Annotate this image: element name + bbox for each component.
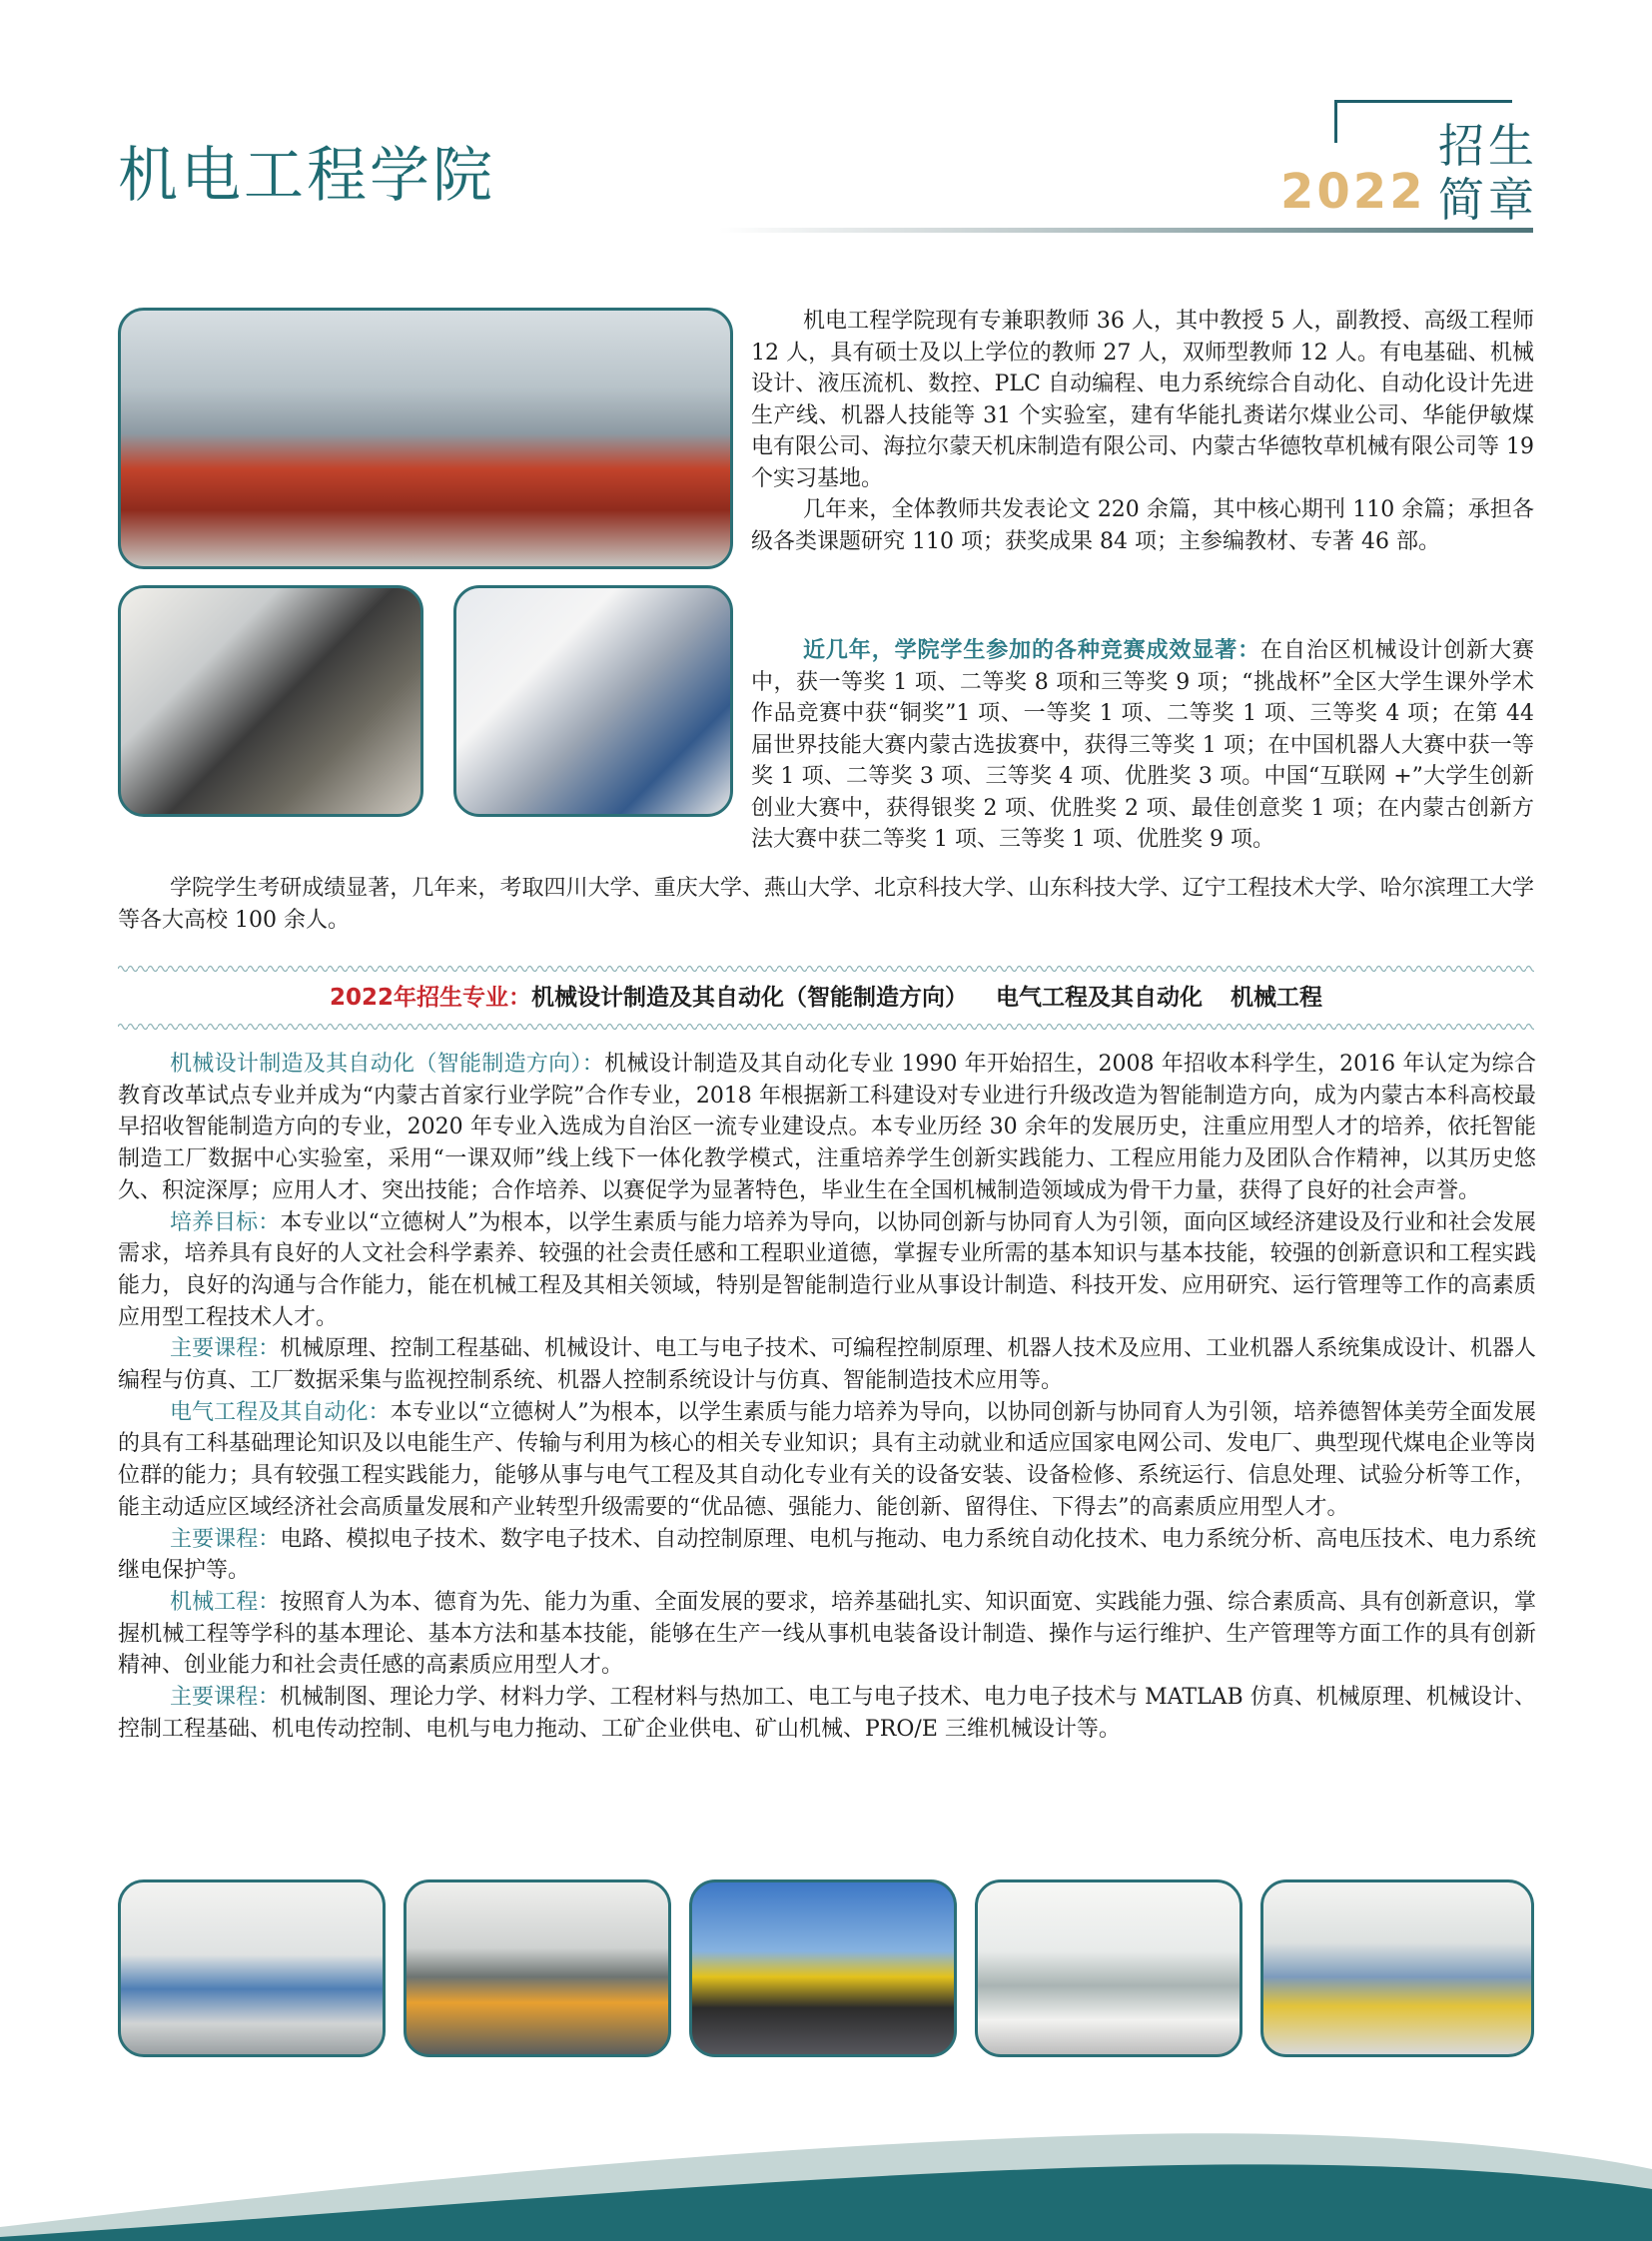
wavy-divider-bottom bbox=[118, 1021, 1534, 1033]
logo-line1: 招生 bbox=[1438, 119, 1538, 173]
program-training-goal bbox=[118, 1207, 1536, 1334]
photo-plant-visit bbox=[453, 585, 733, 817]
section-label: 培养目标： bbox=[170, 1209, 281, 1235]
section-label: 主要课程： bbox=[170, 1685, 281, 1711]
section-text: 机械设计制造及其自动化专业 1990 年开始招生，2008 年招收本科学生，2016 年认定为综合教育改革试点专业并成为“内蒙古首家行业学院”合作专业，2018 年根据新工科建设对专业进行升级改造为智能制造方向，成为内蒙古本科高校最早招收智能制造方向的专业，2020 年专业入选成为自治区一流专业建设点。本专业历经 30 余年的发展历史，注重应用型人才的培养，依托智能制造工厂数据中心实验室，采用“一课双师”线上线下一体化教学模式，注重培养学生创新实践能力、工程应用能力及团队合作精神，以其历史悠久、积淀深厚；应用人才、突出技能；合作培养、以赛促学为显著特色，毕业生在全国机械制造领域成为骨干力量，获得了良好的社会声誉。 bbox=[118, 1052, 1536, 1203]
photo-mining-excavator bbox=[689, 1879, 957, 2057]
photo-production-line bbox=[975, 1879, 1242, 2057]
photo-robot-cell bbox=[404, 1879, 671, 2057]
wavy-divider-top bbox=[118, 963, 1534, 975]
intro-paragraph-1: 机电工程学院现有专兼职教师 36 人，其中教授 5 人，副教授、高级工程师 12 人，具有硕士及以上学位的教师 27 人，双师型教师 12 人。有电基础、机械设计、液压流机、数控、PLC 自动编程、电力系统综合自动化、自动化设计先进生产线、机器人技能等 31 个实验室，建有华能扎赉诺尔煤业公司、华能伊敏煤电有限公司、海拉尔蒙天机床制造有限公司、内蒙古华德牧草机械有限公司等 19 个实习基地。 bbox=[751, 309, 1534, 491]
program-main-courses-3 bbox=[118, 1682, 1536, 1745]
program-mechanical-eng bbox=[118, 1587, 1536, 1682]
section-text: 本专业以“立德树人”为根本，以学生素质与能力培养为导向，以协同创新与协同育人为引领，培养德智体美劳全面发展的具有工科基础理论知识及以电能生产、传输与利用为核心的相关专业知识；具有主动就业和适应国家电网公司、发电厂、典型现代煤电企业等岗位群的能力；具有较强工程实践能力，能够从事与电气工程及其自动化专业有关的设备安装、设备检修、系统运行、信息处理、试验分析等工作，能主动适应区域经济社会高质量发展和产业转型升级需要的“优品德、强能力、能创新、留得住、下得去”的高素质应用型人才。 bbox=[118, 1399, 1536, 1520]
photo-lab-training bbox=[118, 308, 733, 569]
majors-bar bbox=[118, 979, 1534, 1012]
page-title: 机电工程学院 bbox=[118, 141, 495, 211]
bottom-wave-decoration bbox=[0, 2077, 1652, 2241]
section-text: 电路、模拟电子技术、数字电子技术、自动控制原理、电机与拖动、电力系统自动化技术、电力系统分析、高电压技术、电力系统继电保护等。 bbox=[118, 1526, 1536, 1584]
photo-automation-lab bbox=[1260, 1879, 1534, 2057]
intro-column bbox=[751, 306, 1534, 557]
program-electrical bbox=[118, 1397, 1536, 1524]
competition-highlight: 近几年，学院学生参加的各种竞赛成效显著： bbox=[803, 638, 1261, 663]
intro-paragraph-4: 学院学生考研成绩显著，几年来，考取四川大学、重庆大学、燕山大学、北京科技大学、山东科技大学、辽宁工程技术大学、哈尔滨理工大学等各大高校 100 余人。 bbox=[118, 876, 1534, 933]
competition-text: 在自治区机械设计创新大赛中，获一等奖 1 项、二等奖 8 项和三等奖 9 项；“挑战杯”全区大学生课外学术作品竞赛中获“铜奖”1 项、一等奖 1 项、二等奖 1 项、三等奖 4 项；在第 44 届世界技能大赛内蒙古选拔赛中，获得三等奖 1 项；在中国机器人大赛中获一等奖 1 项、二等奖 3 项、三等奖 4 项、优胜奖 3 项。中国“互联网 +”大学生创新创业大赛中，获得银奖 2 项、优胜奖 2 项、最佳创意奖 1 项；在内蒙古创新方法大赛中获二等奖 1 项、三等奖 1 项、优胜奖 9 项。 bbox=[751, 638, 1534, 852]
logo-year: 2022 bbox=[1280, 164, 1426, 220]
program-mech-design bbox=[118, 1049, 1536, 1207]
intro-paragraph-2: 几年来，全体教师共发表论文 220 余篇，其中核心期刊 110 余篇；承担各级各类课题研究 110 项；获奖成果 84 项；主参编教材、专著 46 部。 bbox=[751, 497, 1534, 554]
section-text: 机械制图、理论力学、材料力学、工程材料与热加工、电工与电子技术、电力电子技术与 MATLAB 仿真、机械原理、机械设计、控制工程基础、机电传动控制、电机与电力拖动、工矿企业供电、矿山机械、PRO/E 三维机械设计等。 bbox=[118, 1685, 1536, 1742]
major-3: 机械工程 bbox=[1231, 985, 1322, 1011]
section-label: 机械工程： bbox=[170, 1589, 281, 1615]
logo-line2: 简章 bbox=[1438, 173, 1538, 227]
photo-electrical-panel bbox=[118, 585, 423, 817]
major-2: 电气工程及其自动化 bbox=[996, 985, 1203, 1011]
header-divider bbox=[719, 228, 1533, 233]
section-label: 主要课程： bbox=[170, 1526, 281, 1552]
brochure-logo bbox=[1278, 98, 1538, 227]
photo-classroom bbox=[118, 1879, 386, 2057]
majors-label: 2022年招生专业： bbox=[329, 985, 531, 1011]
section-text: 本专业以“立德树人”为根本，以学生素质与能力培养为导向，以协同创新与协同育人为引领，面向区域经济建设及行业和社会发展需求，培养具有良好的人文社会科学素养、较强的社会责任感和工程职业道德，掌握专业所需的基本知识与基本技能，较强的创新意识和工程实践能力，良好的沟通与合作能力，能在机械工程及其相关领域，特别是智能制造行业从事设计制造、科技开发、应用研究、运行管理等工作的高素质应用型工程技术人才。 bbox=[118, 1209, 1536, 1330]
program-main-courses-2 bbox=[118, 1524, 1536, 1587]
section-label: 电气工程及其自动化： bbox=[170, 1399, 391, 1425]
programs-section bbox=[118, 1049, 1536, 1745]
major-1: 机械设计制造及其自动化（智能制造方向） bbox=[531, 985, 968, 1011]
section-text: 机械原理、控制工程基础、机械设计、电工与电子技术、可编程控制原理、机器人技术及应用、工业机器人系统集成设计、机器人编程与仿真、工厂数据采集与监视控制系统、机器人控制系统设计与仿真、智能制造技术应用等。 bbox=[118, 1336, 1536, 1394]
program-main-courses-1 bbox=[118, 1333, 1536, 1396]
section-label: 主要课程： bbox=[170, 1336, 281, 1362]
section-text: 按照育人为本、德育为先、能力为重、全面发展的要求，培养基础扎实、知识面宽、实践能力强、综合素质高、具有创新意识，掌握机械工程等学科的基本理论、基本方法和基本技能，能够在生产一线从事机电装备设计制造、操作与运行维护、生产管理等方面工作的具有创新精神、创业能力和社会责任感的高素质应用型人才。 bbox=[118, 1589, 1536, 1679]
intro-paragraph-3 bbox=[751, 635, 1534, 856]
section-label: 机械设计制造及其自动化（智能制造方向）： bbox=[170, 1052, 605, 1077]
